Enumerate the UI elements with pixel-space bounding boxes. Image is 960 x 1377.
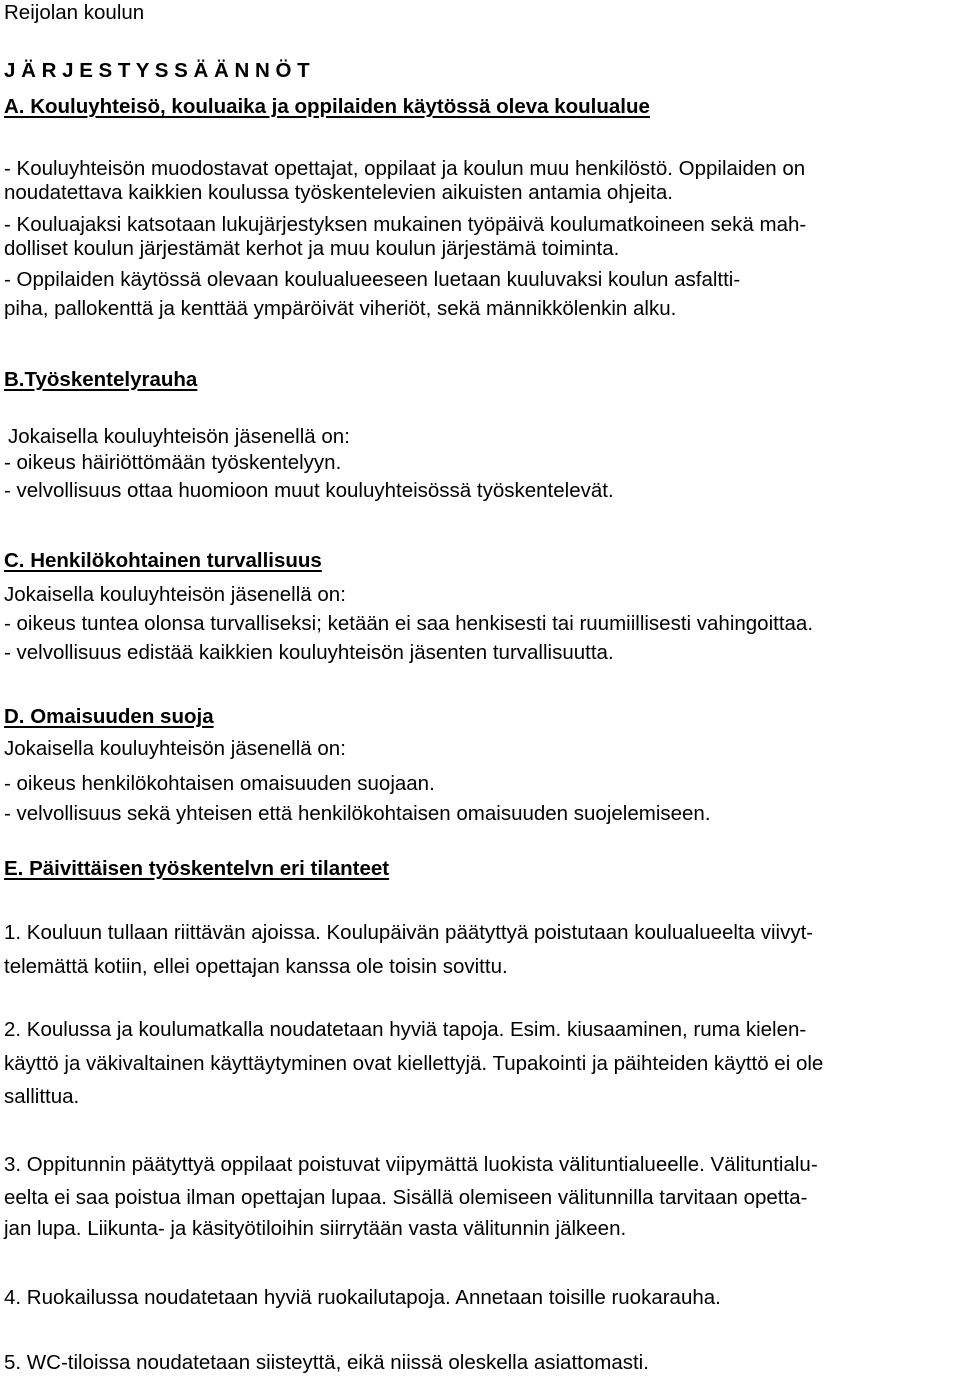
section-c-intro: Jokaisella kouluyhteisön jäsenellä on: bbox=[4, 583, 346, 606]
rule-item-line: 3. Oppitunnin päätyttyä oppilaat poistuvat viipymättä luokista välituntialueelle. Välituntialu- bbox=[4, 1153, 818, 1176]
section-c-line: - oikeus tuntea olonsa turvalliseksi; ketään ei saa henkisesti tai ruumiillisesti vahingoittaa. bbox=[4, 612, 814, 635]
section-a-line: noudatettava kaikkien koulussa työskentelevien aikuisten antamia ohjeita. bbox=[4, 181, 673, 204]
section-a-line: - Kouluajaksi katsotaan lukujärjestyksen mukainen työpäivä koulumatkoineen sekä mah- bbox=[4, 213, 807, 236]
section-a-line: - Oppilaiden käytössä olevaan koulualueeseen luetaan kuuluvaksi koulun asfaltti- bbox=[4, 268, 741, 291]
document-title: J Ä R J E S T Y S S Ä Ä N N Ö T bbox=[4, 59, 310, 82]
section-b-line: - oikeus häiriöttömään työskentelyyn. bbox=[4, 451, 342, 474]
section-d-line: - oikeus henkilökohtaisen omaisuuden suojaan. bbox=[4, 772, 435, 795]
section-a-line: dolliset koulun järjestämät kerhot ja muu koulun järjestämä toiminta. bbox=[4, 237, 620, 260]
rule-item-line: 4. Ruokailussa noudatetaan hyviä ruokailutapoja. Annetaan toisille ruokarauha. bbox=[4, 1286, 721, 1309]
section-b-line: - velvollisuus ottaa huomioon muut kouluyhteisössä työskentelevät. bbox=[4, 479, 614, 502]
rule-item-line: telemättä kotiin, ellei opettajan kanssa ole toisin sovittu. bbox=[4, 955, 508, 978]
school-name: Reijolan koulun bbox=[4, 1, 145, 24]
rule-item-line: käyttö ja väkivaltainen käyttäytyminen ovat kiellettyjä. Tupakointi ja päihteiden käyttö ei ole bbox=[4, 1052, 824, 1075]
section-e-heading: E. Päivittäisen työskentelvn eri tilanteet bbox=[4, 857, 390, 880]
section-a-line: - Kouluyhteisön muodostavat opettajat, oppilaat ja koulun muu henkilöstö. Oppilaiden on bbox=[4, 157, 806, 180]
rule-item-line: sallittua. bbox=[4, 1085, 80, 1108]
rule-item-line: eelta ei saa poistua ilman opettajan lupaa. Sisällä olemiseen välitunnilla tarvitaan opetta- bbox=[4, 1186, 808, 1209]
section-a-heading: A. Kouluyhteisö, kouluaika ja oppilaiden käytössä oleva koulualue bbox=[4, 95, 650, 118]
rule-item-line: 2. Koulussa ja koulumatkalla noudatetaan hyviä tapoja. Esim. kiusaaminen, ruma kielen- bbox=[4, 1018, 807, 1041]
section-a-line: piha, pallokenttä ja kenttää ympäröivät viheriöt, sekä männikkölenkin alku. bbox=[4, 297, 677, 320]
rule-item-line: 5. WC-tiloissa noudatetaan siisteyttä, eikä niissä oleskella asiattomasti. bbox=[4, 1351, 649, 1374]
section-c-heading: C. Henkilökohtainen turvallisuus bbox=[4, 549, 322, 572]
section-d-heading: D. Omaisuuden suoja bbox=[4, 705, 214, 728]
section-d-line: - velvollisuus sekä yhteisen että henkilökohtaisen omaisuuden suojelemiseen. bbox=[4, 802, 711, 825]
section-c-line: - velvollisuus edistää kaikkien kouluyhteisön jäsenten turvallisuutta. bbox=[4, 641, 614, 664]
rule-item-line: jan lupa. Liikunta- ja käsityötiloihin siirrytään vasta välitunnin jälkeen. bbox=[4, 1217, 627, 1240]
section-b-intro: Jokaisella kouluyhteisön jäsenellä on: bbox=[8, 425, 350, 448]
section-d-intro: Jokaisella kouluyhteisön jäsenellä on: bbox=[4, 737, 346, 760]
section-b-heading: B.Työskentelyrauha bbox=[4, 368, 198, 391]
rule-item-line: 1. Kouluun tullaan riittävän ajoissa. Koulupäivän päätyttyä poistutaan koulualueelta viivyt- bbox=[4, 921, 814, 944]
